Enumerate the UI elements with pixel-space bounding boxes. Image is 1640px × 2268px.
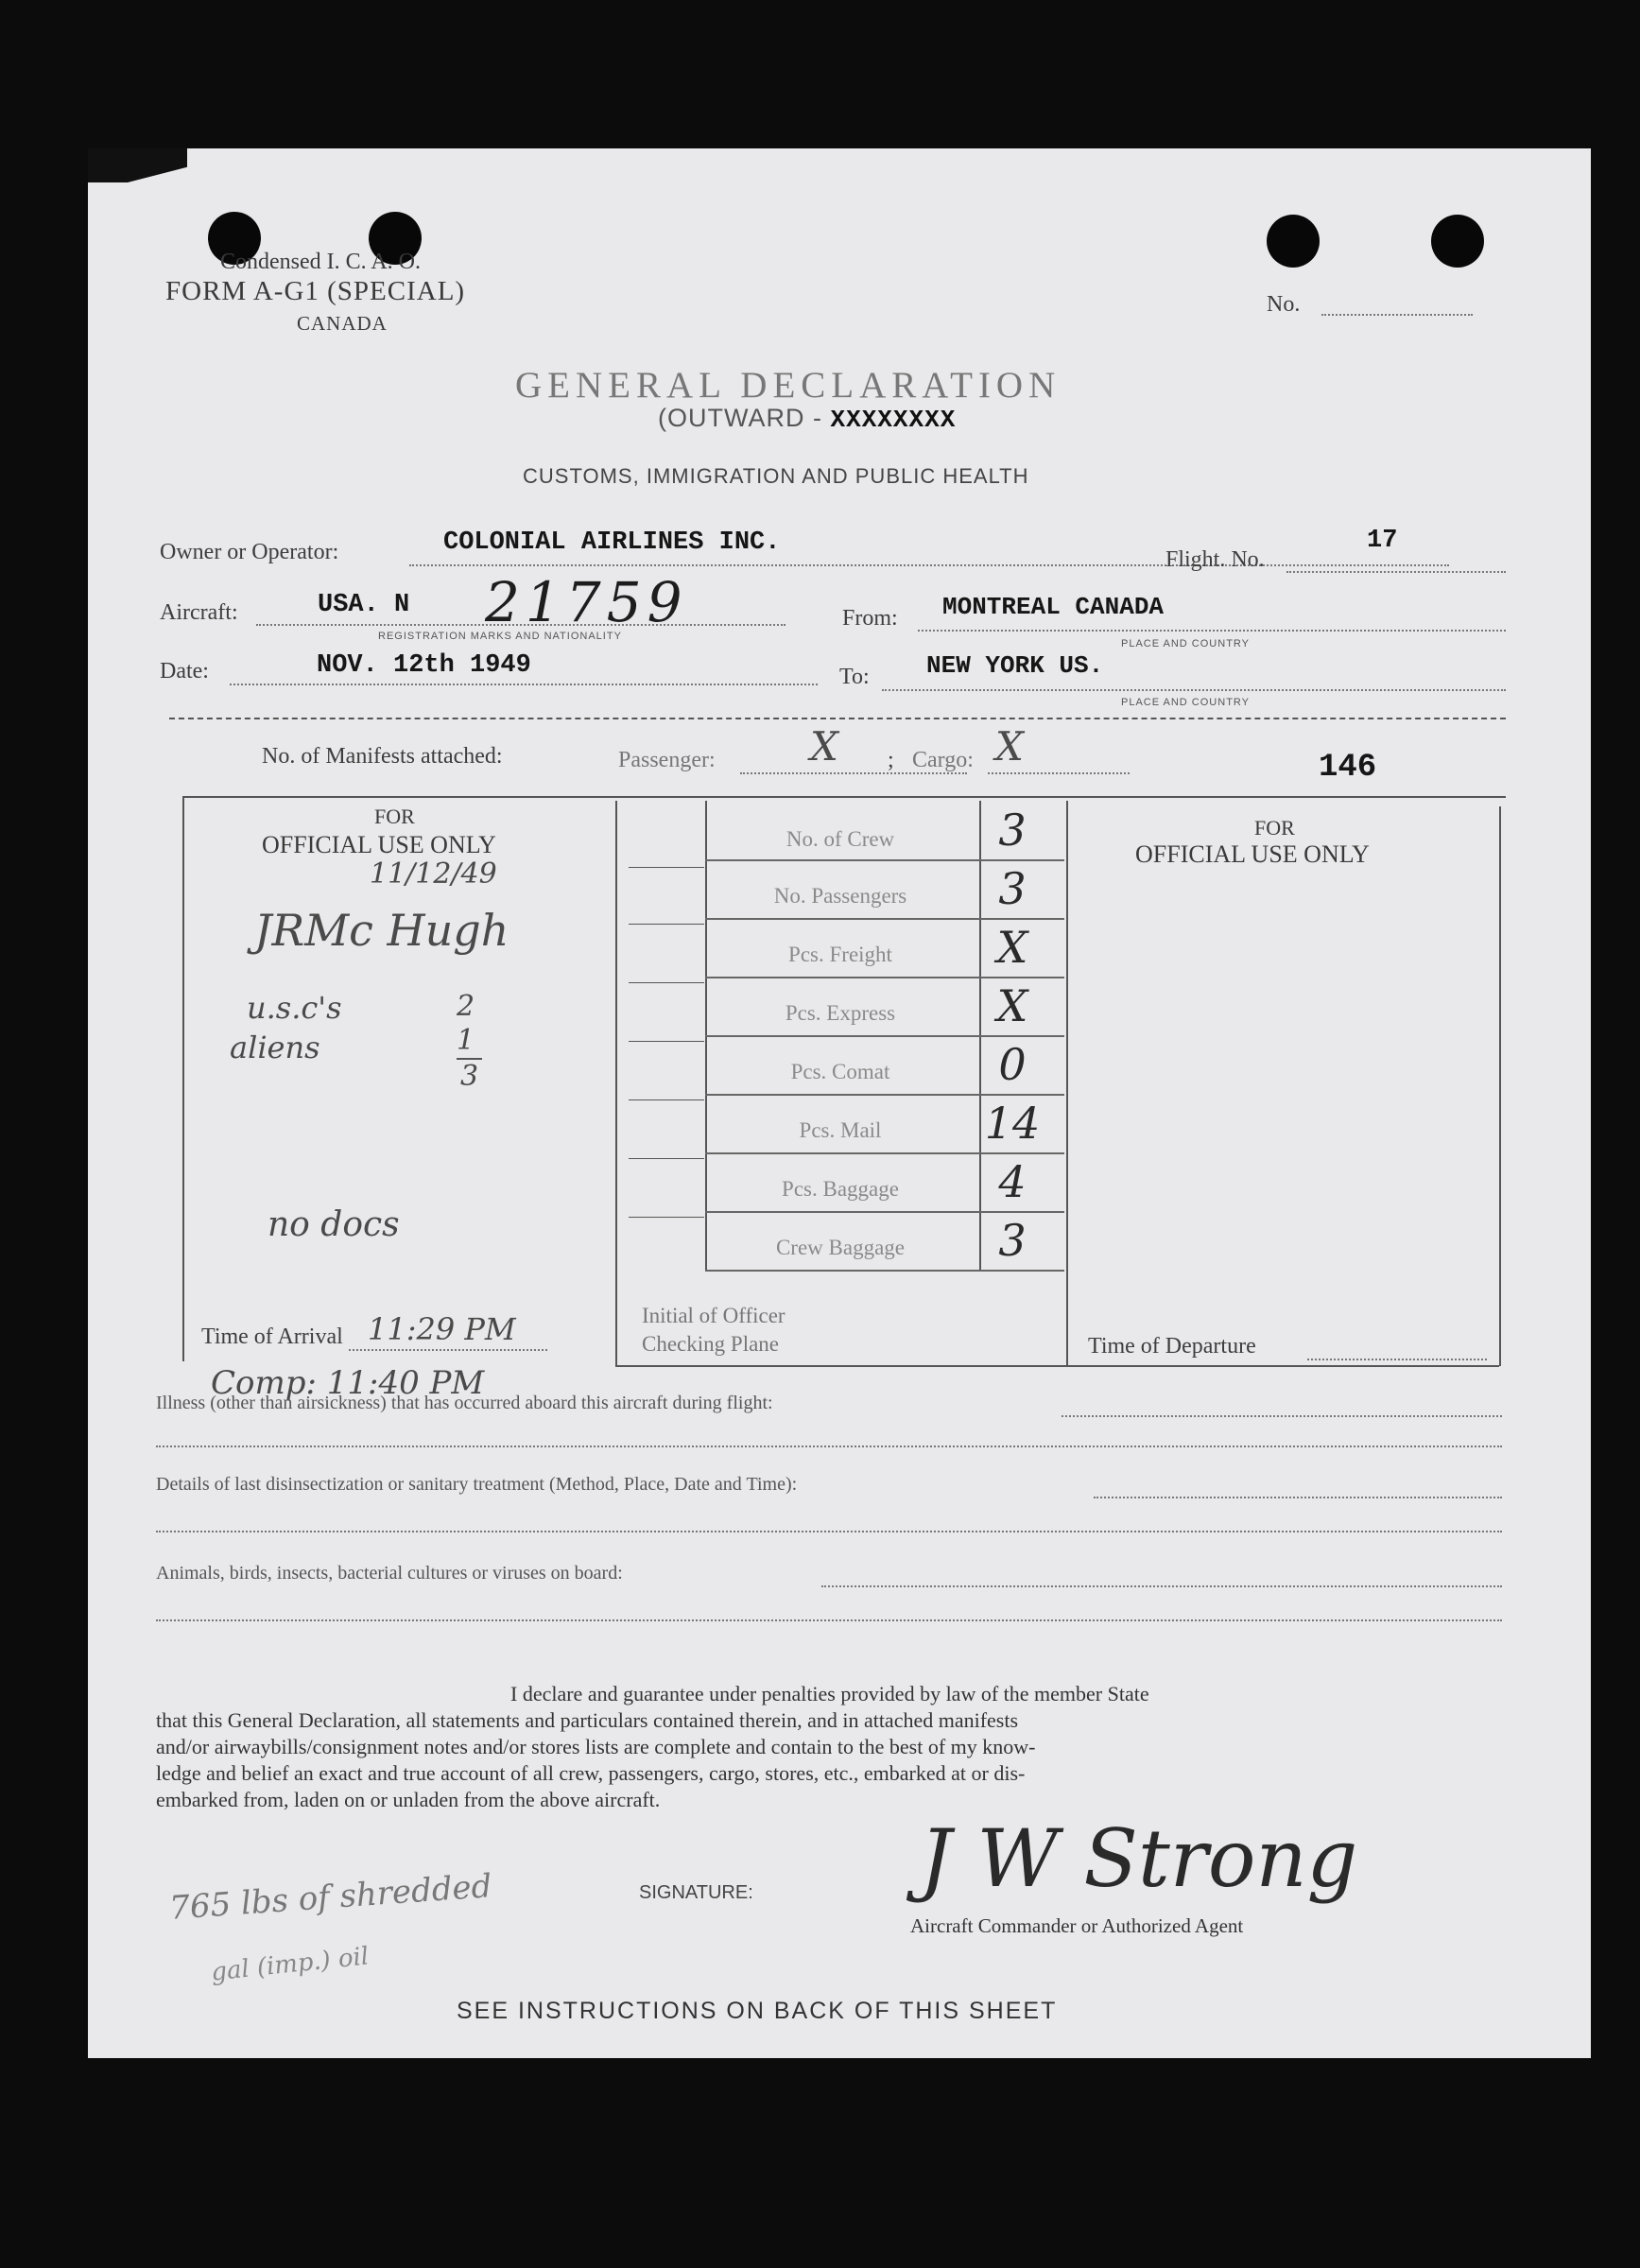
right-for-label: FOR bbox=[1254, 816, 1295, 840]
count-value: 3 bbox=[998, 1215, 1027, 1266]
time-departure-label: Time of Departure bbox=[1088, 1334, 1256, 1359]
punch-hole bbox=[1431, 215, 1484, 268]
animals-field bbox=[821, 1585, 1502, 1587]
box-left bbox=[182, 796, 184, 1361]
right-official-label: OFFICIAL USE ONLY bbox=[1135, 840, 1370, 868]
count-value: 3 bbox=[998, 863, 1027, 914]
flight-field bbox=[1286, 571, 1506, 573]
from-value: MONTREAL CANADA bbox=[942, 593, 1165, 621]
to-place-caption: PLACE AND COUNTRY bbox=[1121, 697, 1250, 708]
form-country: CANADA bbox=[297, 312, 388, 335]
count-value: X bbox=[996, 922, 1028, 973]
form-name: FORM A-G1 (SPECIAL) bbox=[165, 276, 466, 306]
date-value: NOV. 12th 1949 bbox=[317, 651, 531, 680]
count-row bbox=[705, 977, 1064, 1037]
header-divider bbox=[169, 718, 1506, 719]
passenger-label: Passenger: bbox=[618, 748, 716, 772]
animals-field-2 bbox=[156, 1619, 1502, 1621]
aliens-value: 1 bbox=[457, 1024, 475, 1057]
disinsect-field bbox=[1094, 1497, 1502, 1498]
cargo-label: Cargo: bbox=[912, 748, 974, 772]
to-label: To: bbox=[839, 665, 870, 689]
count-value: 4 bbox=[998, 1156, 1027, 1207]
illness-field bbox=[1062, 1415, 1502, 1417]
uscs-label: u.s.c's bbox=[247, 990, 342, 1026]
count-label: No. of Crew bbox=[785, 827, 895, 851]
count-value: 14 bbox=[984, 1098, 1041, 1149]
from-place-caption: PLACE AND COUNTRY bbox=[1121, 638, 1250, 649]
left-official-label: OFFICIAL USE ONLY bbox=[262, 831, 496, 858]
declaration-line: and/or airwaybills/consignment notes and/or stores lists are complete and contain to the best of my know- bbox=[156, 1735, 1036, 1758]
stub-line bbox=[629, 982, 704, 983]
declaration-sheet bbox=[88, 148, 1591, 2058]
commander-signature: J W Strong bbox=[920, 1812, 1358, 1905]
illness-label: Illness (other than airsickness) that has occurred aboard this aircraft during flight: bbox=[156, 1393, 773, 1413]
count-row bbox=[705, 1035, 1064, 1096]
count-row bbox=[705, 1211, 1064, 1272]
stamp-number: 146 bbox=[1319, 750, 1377, 786]
date-label: Date: bbox=[160, 659, 209, 684]
page-title: GENERAL DECLARATION bbox=[515, 365, 1062, 406]
time-arrival-value: 11:29 PM bbox=[368, 1311, 516, 1347]
animals-label: Animals, birds, insects, bacterial cultures or viruses on board: bbox=[156, 1563, 623, 1584]
count-row bbox=[705, 1152, 1064, 1213]
stub-line bbox=[629, 1041, 704, 1042]
count-value: 0 bbox=[998, 1039, 1027, 1090]
box-right bbox=[1499, 806, 1501, 1366]
owner-field bbox=[409, 564, 1449, 566]
initial-officer-label: Initial of Officer bbox=[642, 1304, 785, 1327]
passenger-value: X bbox=[810, 723, 838, 770]
count-row bbox=[705, 859, 1064, 920]
count-label: Pcs. Express bbox=[785, 1001, 896, 1025]
registration-caption: REGISTRATION MARKS AND NATIONALITY bbox=[378, 631, 622, 642]
stub-line bbox=[629, 1099, 704, 1100]
signature-label: SIGNATURE: bbox=[639, 1882, 753, 1903]
margin-note: gal (imp.) oil bbox=[209, 1942, 371, 1987]
count-value: X bbox=[996, 980, 1028, 1031]
aircraft-prefix: USA. N bbox=[318, 591, 410, 619]
date-field bbox=[230, 684, 818, 685]
no-docs-note: no docs bbox=[268, 1205, 400, 1244]
count-value: 3 bbox=[998, 805, 1027, 856]
time-arrival-label: Time of Arrival bbox=[201, 1324, 343, 1349]
owner-label: Owner or Operator: bbox=[160, 540, 339, 564]
illness-field-2 bbox=[156, 1446, 1502, 1447]
cargo-value: X bbox=[995, 723, 1024, 770]
disinsect-label: Details of last disinsectization or sanitary treatment (Method, Place, Date and Time): bbox=[156, 1474, 798, 1495]
margin-note: 765 lbs of shredded bbox=[168, 1867, 493, 1928]
box-top bbox=[182, 796, 1506, 798]
to-value: NEW YORK US. bbox=[926, 651, 1104, 680]
total-value: 3 bbox=[457, 1058, 482, 1093]
date-written: 11/12/49 bbox=[370, 857, 497, 891]
outward-text: OUTWARD bbox=[667, 404, 805, 432]
signature-caption: Aircraft Commander or Authorized Agent bbox=[910, 1914, 1244, 1937]
disinsect-field-2 bbox=[156, 1531, 1502, 1532]
count-label: Pcs. Mail bbox=[799, 1118, 882, 1142]
flight-value: 17 bbox=[1367, 527, 1398, 555]
count-label: Pcs. Baggage bbox=[782, 1177, 899, 1201]
declaration-line: I declare and guarantee under penalties provided by law of the member State bbox=[510, 1682, 1149, 1705]
form-condensed-label: Condensed I. C. A. O. bbox=[220, 250, 421, 274]
box-divider-1 bbox=[615, 801, 617, 1366]
to-field bbox=[882, 689, 1506, 691]
count-label: Crew Baggage bbox=[775, 1236, 906, 1259]
flight-label: Flight. No. bbox=[1165, 547, 1265, 572]
aircraft-label: Aircraft: bbox=[160, 600, 238, 625]
count-label: No. Passengers bbox=[773, 884, 907, 908]
cargo-field bbox=[988, 772, 1130, 774]
left-for-label: FOR bbox=[374, 805, 415, 828]
corner-tear bbox=[88, 148, 187, 182]
punch-hole bbox=[1267, 215, 1320, 268]
stub-line bbox=[629, 1158, 704, 1159]
time-arrival-field bbox=[349, 1349, 547, 1351]
stub-line bbox=[629, 1217, 704, 1218]
declaration-line: that this General Declaration, all statements and particulars contained therein, and in attached manifests bbox=[156, 1708, 1019, 1732]
number-label: No. bbox=[1267, 292, 1301, 317]
number-field bbox=[1321, 314, 1473, 316]
footer-instructions: SEE INSTRUCTIONS ON BACK OF THIS SHEET bbox=[457, 1998, 1058, 2024]
manifests-separator: ; bbox=[888, 748, 894, 772]
count-label: Pcs. Freight bbox=[788, 943, 892, 966]
comp-time-note: Comp: 11:40 PM bbox=[211, 1364, 485, 1402]
count-row bbox=[705, 1094, 1064, 1154]
count-label: Pcs. Comat bbox=[790, 1060, 890, 1083]
declaration-line: ledge and belief an exact and true account of all crew, passengers, cargo, stores, etc., embarked at or dis- bbox=[156, 1761, 1026, 1785]
from-field bbox=[918, 630, 1506, 632]
subtitle: CUSTOMS, IMMIGRATION AND PUBLIC HEALTH bbox=[523, 464, 1029, 488]
checking-plane-label: Checking Plane bbox=[642, 1332, 779, 1356]
officer-signature: JRMc Hugh bbox=[254, 905, 509, 956]
box-bottom bbox=[615, 1365, 1499, 1367]
box-divider-4 bbox=[1066, 801, 1068, 1366]
uscs-value: 2 bbox=[457, 990, 475, 1023]
stub-line bbox=[629, 867, 704, 868]
count-row bbox=[705, 918, 1064, 978]
count-row bbox=[705, 801, 1064, 861]
time-departure-field bbox=[1307, 1359, 1487, 1360]
from-label: From: bbox=[842, 606, 898, 631]
manifests-label: No. of Manifests attached: bbox=[262, 744, 503, 769]
aliens-label: aliens bbox=[230, 1030, 320, 1065]
aircraft-number: 21759 bbox=[485, 570, 688, 634]
outward-label: (OUTWARD - XXXXXXXX bbox=[658, 404, 957, 434]
struck-inward: XXXXXXXX bbox=[830, 406, 957, 434]
stub-line bbox=[629, 924, 704, 925]
owner-value: COLONIAL AIRLINES INC. bbox=[443, 528, 781, 557]
declaration-line: embarked from, laden on or unladen from the above aircraft. bbox=[156, 1788, 661, 1811]
